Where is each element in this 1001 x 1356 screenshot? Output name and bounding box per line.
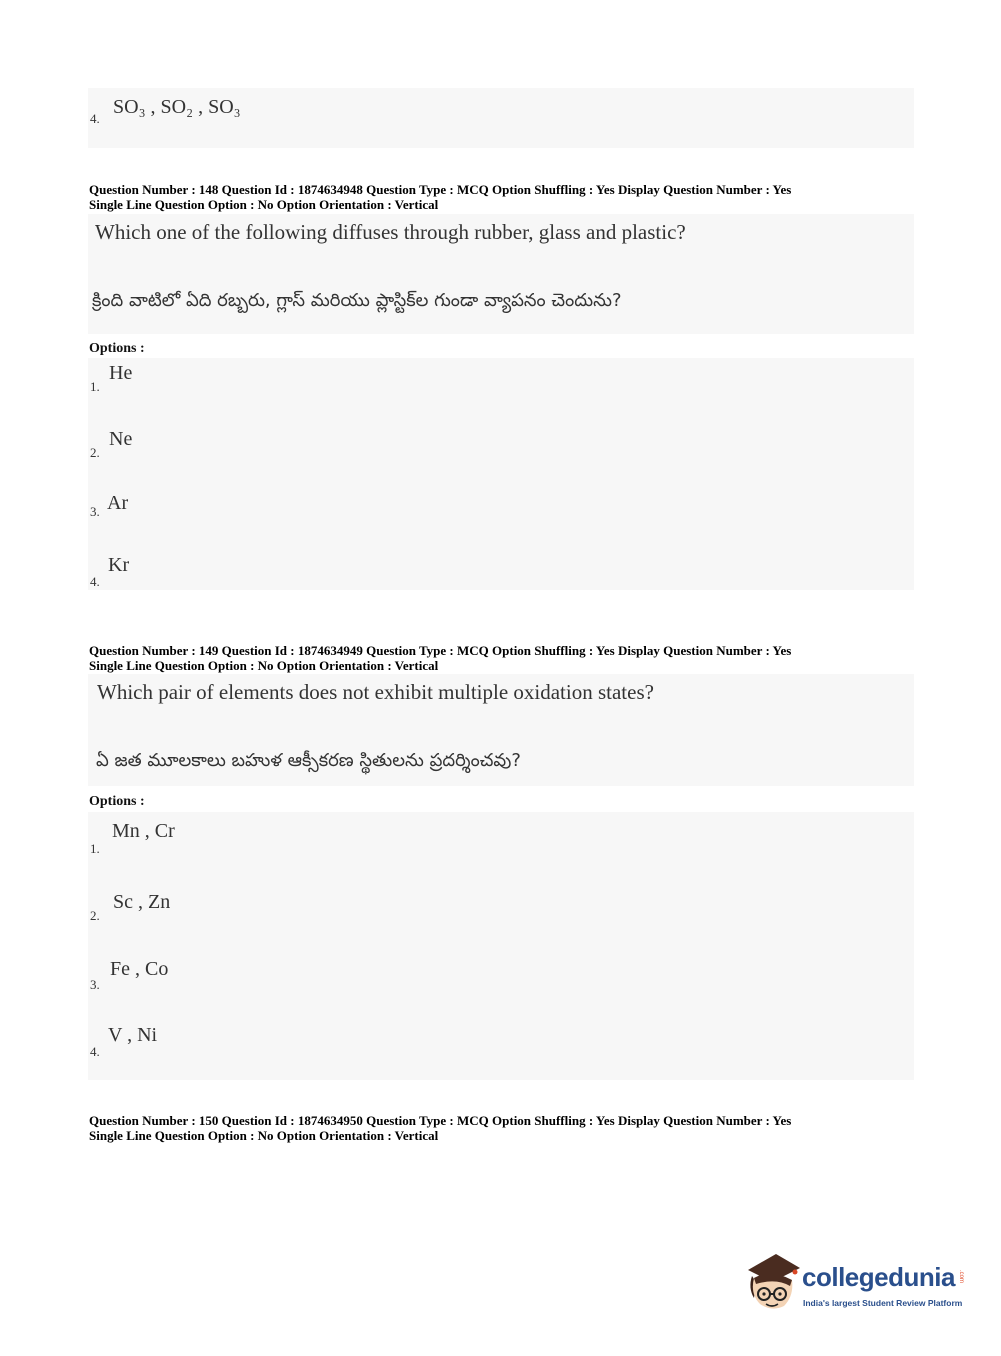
student-mascot-icon (742, 1252, 802, 1314)
q149-meta-line2: Single Line Question Option : No Option Orientation : Vertical (89, 658, 439, 673)
q149-option-1-number: 1. (90, 841, 100, 856)
q149-option-2-text[interactable]: Sc , Zn (113, 891, 171, 913)
q148-option-3-text[interactable]: Ar (107, 492, 129, 514)
q148-meta-line2: Single Line Question Option : No Option Orientation : Vertical (89, 197, 439, 212)
q149-meta-line1: Question Number : 149 Question Id : 1874634949 Question Type : MCQ Option Shuffling : Yes Display Question Number : Yes (89, 643, 792, 658)
collegedunia-logo[interactable] (742, 1252, 967, 1314)
q148-options-label: Options : (89, 341, 145, 356)
q148-question-telugu: క్రింది వాటిలో ఏది రబ్బరు, గ్లాస్ మరియు ప్లాస్టిక్‌ల గుండా వ్యాపనం చెందును? (92, 290, 622, 311)
q148-options-scan (88, 358, 914, 590)
logo-dotcom: .com (958, 1270, 964, 1284)
q148-option-4-number: 4. (90, 574, 100, 589)
q148-meta-line1: Question Number : 148 Question Id : 1874634948 Question Type : MCQ Option Shuffling : Yes Display Question Number : Yes (89, 182, 792, 197)
q148-option-2-text[interactable]: Ne (109, 428, 133, 450)
q148-option-1-number: 1. (90, 379, 100, 394)
q149-option-2-number: 2. (90, 908, 100, 923)
q149-question-english: Which pair of elements does not exhibit multiple oxidation states? (97, 680, 654, 704)
q150-meta-line2: Single Line Question Option : No Option Orientation : Vertical (89, 1128, 439, 1143)
q149-options-scan (88, 812, 914, 1080)
q148-option-1-text[interactable]: He (109, 362, 133, 384)
q149-option-1-text[interactable]: Mn , Cr (112, 820, 175, 842)
q149-option-3-number: 3. (90, 977, 100, 992)
logo-tagline: India's largest Student Review Platform (803, 1298, 963, 1308)
q149-option-4-number: 4. (90, 1044, 100, 1059)
q148-question-english: Which one of the following diffuses through rubber, glass and plastic? (95, 220, 686, 244)
prev-option-number: 4. (90, 111, 100, 126)
q149-option-4-text[interactable]: V , Ni (108, 1024, 158, 1046)
prev-option-text: SO₃ , SO₂ , SO₃ (113, 96, 241, 118)
q149-question-telugu: ఏ జత మూలకాలు బహుళ ఆక్సీకరణ స్థితులను ప్రదర్శించవు? (96, 750, 521, 771)
q149-options-label: Options : (89, 794, 145, 809)
q150-meta-line1: Question Number : 150 Question Id : 1874634950 Question Type : MCQ Option Shuffling : Yes Display Question Number : Yes (89, 1113, 792, 1128)
logo-wordmark: collegedunia (802, 1262, 955, 1292)
q148-option-4-text[interactable]: Kr (108, 554, 130, 576)
q148-option-2-number: 2. (90, 445, 100, 460)
q148-option-3-number: 3. (90, 504, 100, 519)
q149-option-3-text[interactable]: Fe , Co (110, 958, 169, 980)
